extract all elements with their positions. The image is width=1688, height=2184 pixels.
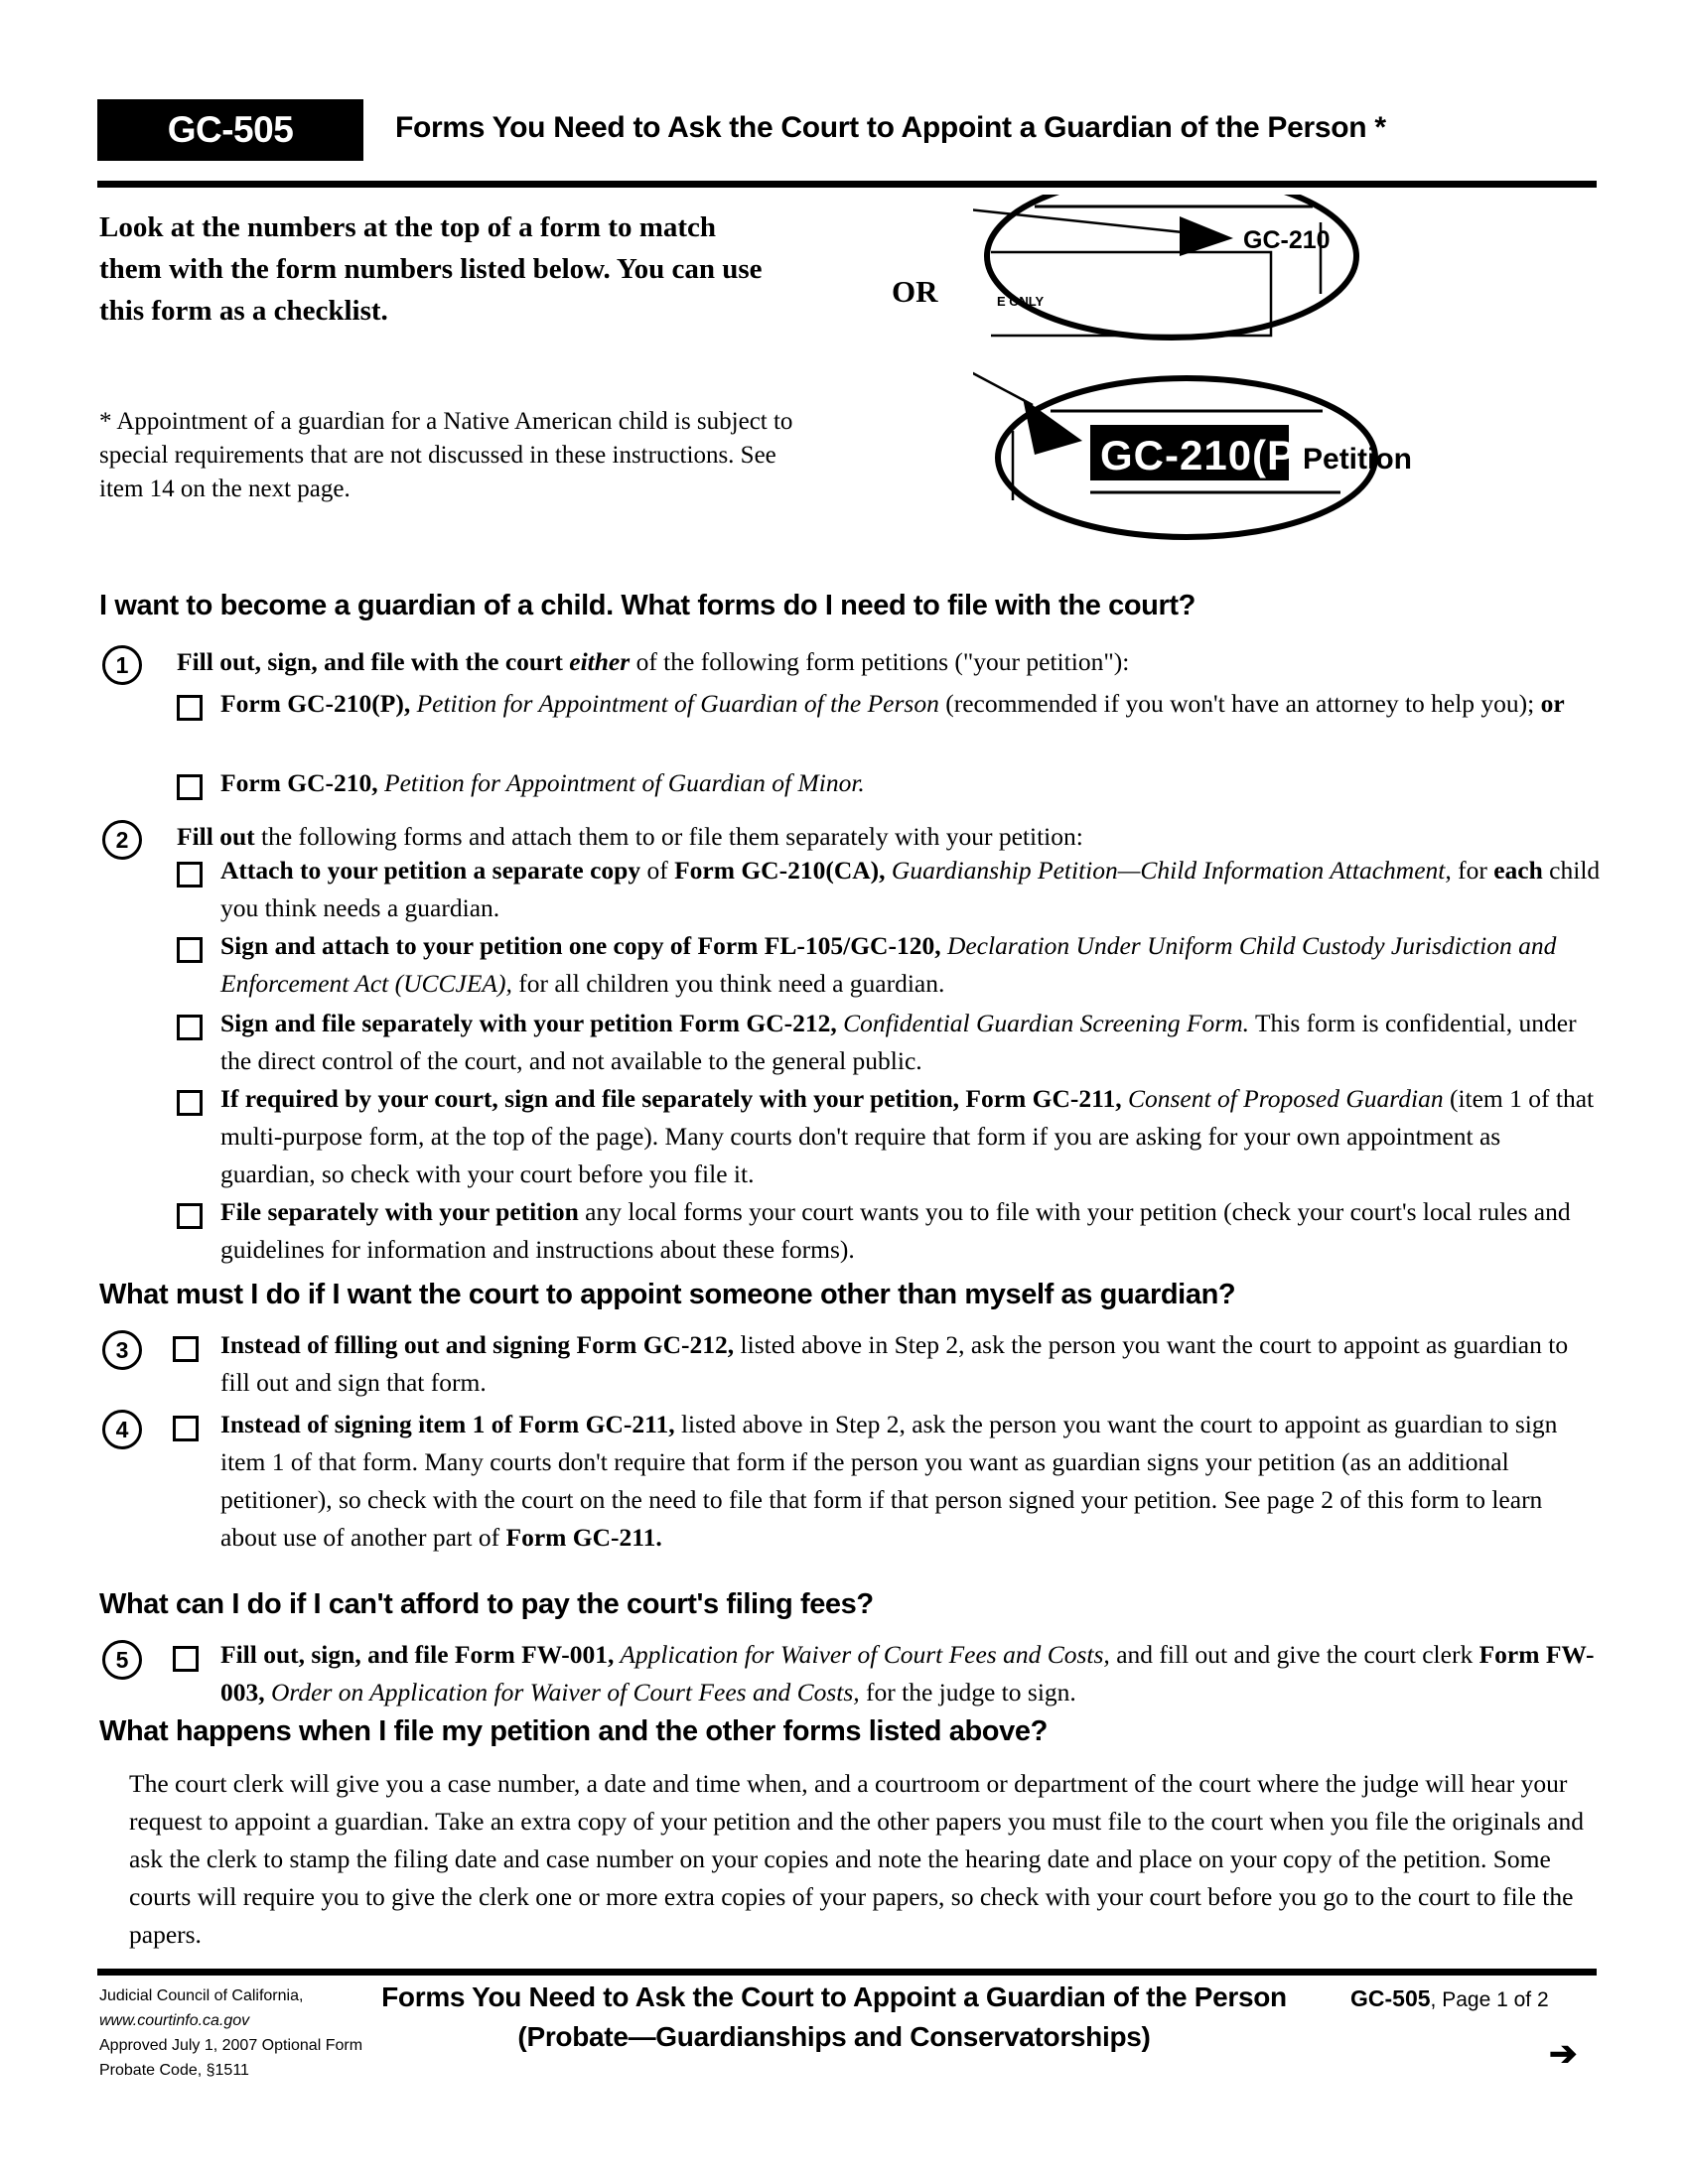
page-title: Forms You Need to Ask the Court to Appoint a Guardian of the Person * [395, 111, 1386, 144]
item-plain-1: of [640, 856, 675, 885]
item-plain-3: child you think needs a guardian. [220, 856, 1601, 922]
item-action: File separately with your petition [220, 1197, 579, 1226]
step-circle-4: 4 [102, 1410, 142, 1449]
checkbox-gc211[interactable] [177, 1090, 203, 1116]
form-number-badge: GC-505 [97, 99, 363, 161]
section-heading-other-guardian: What must I do if I want the court to appoint someone other than myself as guardian? [99, 1279, 1236, 1310]
step-2-item-2-text [220, 927, 1601, 1003]
svg-text:E ONLY: E ONLY [997, 294, 1045, 309]
footer-title-line-1: Forms You Need to Ask the Court to Appoint a Guardian of the Person [381, 1981, 1287, 2012]
item-action: Attach to your petition a separate copy [220, 856, 641, 885]
section-heading-filing-fees: What can I do if I can't afford to pay the court's filing fees? [99, 1588, 874, 1620]
section-heading-guardian-forms: I want to become a guardian of a child. What forms do I need to file with the court? [99, 590, 1196, 621]
step-2-intro [177, 818, 1587, 856]
step-1-intro [177, 643, 1587, 681]
item-action: Sign and attach to your petition one copy of Form FL-105/GC-120, [220, 931, 941, 960]
step-5-plain-2: for the judge to sign. [859, 1678, 1076, 1706]
step-4-bold: Instead of signing item 1 of Form GC-211, [220, 1410, 675, 1438]
step-4-plain: listed above in Step 2, ask the person you want the court to appoint as guardian to sign item 1 of that form. Many courts don't require that form if the person you want as guardian signs your petition (as an additional petitioner), so check with the court on the need to file that form if that person signed your petition. See page 2 of this form to learn about use of another part of [220, 1410, 1558, 1552]
item-plain-1: any local forms your court wants you to file with your petition (check your court's local rules and guidelines for information and instructions about these forms). [220, 1197, 1571, 1264]
item-form-or: or [1540, 689, 1565, 718]
footer-form-code: GC-505 [1350, 1985, 1431, 2011]
item-form-title: Petition for Appointment of Guardian of the Person [410, 689, 939, 718]
footer-approved: Approved July 1, 2007 Optional Form [99, 2037, 363, 2054]
step-5-ital-1: Application for Waiver of Court Fees and Costs, [614, 1640, 1110, 1669]
item-plain-2: This form is confidential, under the direct control of the court, and not available to the general public. [220, 1009, 1577, 1075]
step-1-item-1-text [220, 685, 1601, 723]
item-form-title: Petition for Appointment of Guardian of Minor. [377, 768, 865, 797]
footer-page-label: , Page 1 of 2 [1430, 1988, 1549, 2011]
item-form-title: Confidential Guardian Screening Form. [836, 1009, 1250, 1037]
step-1-intro-emphasis: either [569, 647, 631, 676]
checkbox-gc210p[interactable] [177, 695, 203, 721]
step-5-text [220, 1636, 1601, 1711]
footer-council: Judicial Council of California, [99, 1987, 304, 2004]
next-page-arrow-icon: ➔ [1549, 2035, 1578, 2073]
step-circle-3: 3 [102, 1330, 142, 1370]
checkbox-step-3[interactable] [173, 1336, 199, 1362]
svg-text:GC-210: GC-210 [1243, 226, 1331, 254]
item-action: Sign and file separately with your petition Form GC-212, [220, 1009, 837, 1037]
step-1-intro-part-b: of the following form petitions ("your petition"): [630, 647, 1130, 676]
footer-page-info [1350, 1985, 1549, 2012]
form-number-illustration [973, 195, 1668, 542]
item-form-label: Form GC-210(P), [220, 689, 411, 718]
item-form-label: Form GC-210, [220, 768, 378, 797]
checkbox-gc210ca[interactable] [177, 862, 203, 887]
step-3-text [220, 1326, 1601, 1402]
document-header [97, 99, 1597, 161]
footer-probate-code: Probate Code, §1511 [99, 2062, 249, 2079]
header-divider-rule [97, 181, 1597, 188]
native-american-footnote: * Appointment of a guardian for a Native American child is subject to special requirements that are not discussed in these instructions. See item 14 on the next page. [99, 408, 793, 502]
item-form-label: Form GC-210(CA), [674, 856, 886, 885]
footer-title-line-2: (Probate—Guardianships and Conservatorships) [517, 2021, 1151, 2052]
footer-divider-rule [97, 1969, 1597, 1976]
step-4-bold-2: Form GC-211. [505, 1523, 662, 1552]
step-3-plain: listed above in Step 2, ask the person you want the court to appoint as guardian to fill out and sign that form. [220, 1330, 1569, 1397]
step-2-item-1-text [220, 852, 1601, 927]
step-circle-2: 2 [102, 820, 142, 860]
step-2-item-3-text [220, 1005, 1601, 1080]
closing-paragraph: The court clerk will give you a case number, a date and time when, and a courtroom or department of the court where the judge will hear your request to appoint a guardian. Take an extra copy of your petition and the other papers you must file to the court when you file the originals and ask the clerk to stamp the filing date and case number on your copies and note the hearing date and place on your copy of the petition. Some courts will require you to give the clerk one or more extra copies of your papers, so check with your court before you go to the court to file the papers. [129, 1769, 1584, 1949]
step-circle-5: 5 [102, 1640, 142, 1680]
step-3-bold: Instead of filling out and signing Form GC-212, [220, 1330, 735, 1359]
or-label: OR [892, 274, 938, 309]
svg-text:Petition: Petition [1303, 443, 1412, 476]
checkbox-step-4[interactable] [173, 1416, 199, 1441]
step-5-ital-2: Order on Application for Waiver of Court Fees and Costs, [264, 1678, 860, 1706]
section-heading-what-happens: What happens when I file my petition and the other forms listed above? [99, 1715, 1048, 1747]
step-5-bold-2: Form FW-003, [220, 1640, 1595, 1706]
item-plain-2: for all children you think need a guardian. [511, 969, 945, 998]
item-action: If required by your court, sign and file separately with your petition, Form GC-211, [220, 1084, 1122, 1113]
item-form-title: Declaration Under Uniform Child Custody Jurisdiction and Enforcement Act (UCCJEA), [220, 931, 1557, 998]
step-2-item-4-text [220, 1080, 1601, 1193]
checkbox-local-forms[interactable] [177, 1203, 203, 1229]
intro-lead-text: Look at the numbers at the top of a form to match them with the form numbers listed below. You can use this form as a checklist. [99, 211, 763, 327]
step-2-intro-bold: Fill out [177, 822, 255, 851]
checkbox-gc212[interactable] [177, 1015, 203, 1040]
item-form-rest: (recommended if you won't have an attorney to help you); [938, 689, 1541, 718]
item-plain-2: (item 1 of that multi-purpose form, at the top of the page). Many courts don't require that form if you are asking for your own appointment as guardian, so check with your court before you file it. [220, 1084, 1595, 1188]
svg-text:GC-210(P): GC-210(P) [1100, 432, 1312, 478]
step-2-intro-rest: the following forms and attach them to or file them separately with your petition: [254, 822, 1083, 851]
step-5-plain-1: and fill out and give the court clerk [1109, 1640, 1479, 1669]
item-emphasis: each [1493, 856, 1543, 885]
item-form-title: Consent of Proposed Guardian [1121, 1084, 1444, 1113]
item-plain-2: for [1451, 856, 1494, 885]
step-2-item-5-text [220, 1193, 1601, 1269]
step-1-item-2-text [220, 764, 1601, 802]
checkbox-fl105-gc120[interactable] [177, 937, 203, 963]
step-circle-1: 1 [102, 645, 142, 685]
item-form-title: Guardianship Petition—Child Information Attachment, [885, 856, 1452, 885]
checkbox-gc210[interactable] [177, 774, 203, 800]
step-1-intro-part-a: Fill out, sign, and file with the court [177, 647, 570, 676]
step-4-text [220, 1406, 1601, 1557]
step-5-bold-1: Fill out, sign, and file Form FW-001, [220, 1640, 615, 1669]
footer-website: www.courtinfo.ca.gov [99, 2012, 250, 2029]
checkbox-step-5[interactable] [173, 1646, 199, 1672]
